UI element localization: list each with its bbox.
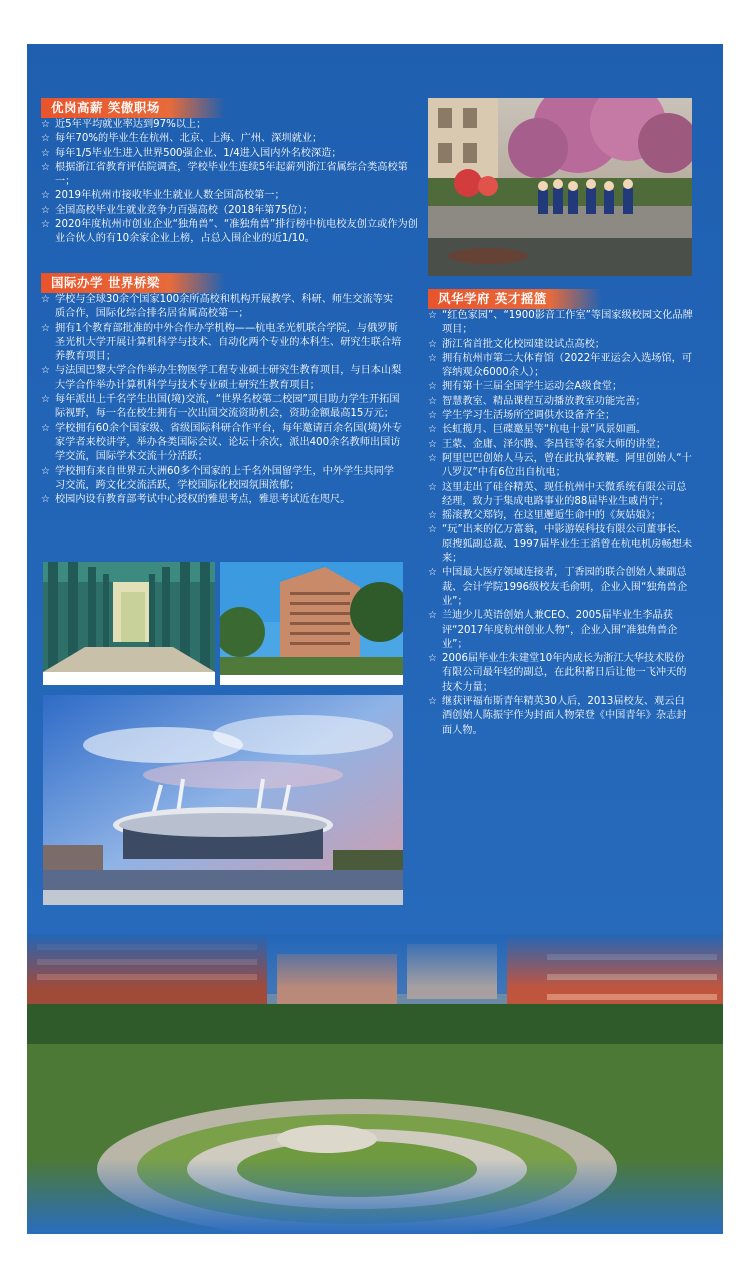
international-item-text: 拥有1个教育部批准的中外合作办学机构——杭电圣光机联合学院，与俄罗斯圣光机大学开展计算机科学与技术、自动化两个专业的本科生、研究生联合培养教育项目；: [55, 322, 402, 363]
employment-item-text: 每年1/5毕业生进入世界500强企业、1/4进入国内外名校深造；: [55, 147, 342, 159]
international-item-text: 校园内设有教育部考试中心授权的雅思考点，雅思考试近在咫尺。: [55, 494, 351, 506]
international-list: [41, 293, 403, 507]
international-item-text: 学校拥有60余个国家级、省级国际科研合作平台，每年邀请百余名国(境)外专家学者来校讲学，举办各类国际会议、论坛十余次，派出400余名教师出国访学交流，国际学术交流十分活跃；: [55, 422, 402, 463]
employment-item-text: 根据浙江省教育评估院调查，学校毕业生连续5年起薪列浙江省属综合类高校第一；: [55, 161, 408, 188]
campus-list-item: [428, 523, 694, 566]
employment-item-text: 近5年平均就业率达到97%以上；: [55, 119, 207, 130]
campus-section-title: 风华学府 英才摇篮: [428, 289, 602, 309]
international-list-item: [41, 364, 403, 393]
campus-list-item: [428, 566, 694, 609]
star-bullet-icon: ☆: [428, 438, 437, 450]
star-bullet-icon: ☆: [41, 365, 50, 377]
employment-list-item: [41, 204, 421, 218]
international-list-item: [41, 293, 403, 322]
employment-list-item: [41, 118, 421, 132]
employment-list: [41, 118, 421, 247]
employment-item-text: 2019年杭州市接收毕业生就业人数全国高校第一；: [55, 190, 285, 202]
star-bullet-icon: ☆: [41, 161, 50, 173]
campus-list-item: [428, 338, 694, 352]
campus-list-item: [428, 395, 694, 409]
campus-list-item: [428, 695, 694, 738]
library-building-photo: [220, 562, 403, 685]
star-bullet-icon: ☆: [428, 610, 437, 622]
corridor-photo: [43, 562, 215, 685]
international-section-title: 国际办学 世界桥梁: [41, 273, 225, 293]
employment-section-title: 优岗高薪 笑傲职场: [41, 98, 225, 118]
campus-item-text: 王蒙、金庸、泽尔腾、李昌钰等名家大师的讲堂；: [442, 438, 667, 450]
campus-list-item: [428, 609, 694, 652]
campus-item-text: 兰迪少儿英语创始人兼CEO、2005届毕业生李晶获评“2017年度杭州创业人物”，企业入围“准独角兽企业”；: [442, 610, 678, 650]
campus-list-item: [428, 309, 694, 338]
campus-list-item: [428, 352, 694, 381]
employment-item-text: 2020年度杭州市创业企业“独角兽”、“准独角兽”排行榜中杭电校友创立或作为创业合伙人的有10余家企业上榜，占总入围企业的近1/10。: [55, 219, 418, 245]
star-bullet-icon: ☆: [41, 133, 50, 145]
employment-list-item: [41, 132, 421, 146]
campus-item-text: 学生学习生活场所空调供水设备齐全；: [442, 410, 616, 422]
campus-list-item: [428, 452, 694, 481]
international-item-text: 每年派出上千名学生出国(境)交流，“世界名校第二校园”项目助力学生开拓国际视野，每一名在校生拥有一次出国交流资助机会，资助金额最高15万元；: [55, 394, 400, 420]
international-list-item: [41, 465, 403, 494]
international-item-text: 学校拥有来自世界五大洲60多个国家的上千名外国留学生，中外学生共同学习交流，跨文化交流活跃，学校国际化校园氛围浓郁；: [55, 465, 394, 491]
employment-list-item: [41, 161, 421, 190]
international-list-item: [41, 422, 403, 465]
international-list-item: [41, 493, 403, 507]
star-bullet-icon: ☆: [41, 147, 50, 159]
employment-list-item: [41, 189, 421, 203]
campus-item-text: “玩”出来的亿万富翁，中影游娱科技有限公司董事长、原搜狐副总裁、1997届毕业生王滔曾在杭电机房畅想未来；: [442, 524, 693, 565]
star-bullet-icon: ☆: [428, 410, 437, 422]
campus-item-text: “红色家园”、“1900影音工作室”等国家级校园文化品牌项目；: [442, 310, 693, 336]
campus-list-item: [428, 652, 694, 695]
star-bullet-icon: ☆: [428, 395, 437, 407]
campus-item-text: 浙江省首批文化校园建设试点高校；: [442, 338, 605, 350]
star-bullet-icon: ☆: [41, 204, 50, 216]
campus-item-text: 继获评福布斯青年精英30人后，2013届校友、观云白酒创始人陈振宇作为封面人物荣登《中国青年》杂志封面人物。: [442, 696, 687, 736]
star-bullet-icon: ☆: [41, 322, 50, 334]
campus-item-text: 中国最大医疗领域连接者，丁香园的联合创始人兼副总裁、会计学院1996级校友毛俞明，企业入围“独角兽企业”；: [442, 567, 688, 607]
campus-item-text: 拥有杭州市第二大体育馆（2022年亚运会入选场馆，可容纳观众6000余人）；: [442, 352, 693, 379]
star-bullet-icon: ☆: [428, 524, 437, 536]
star-bullet-icon: ☆: [428, 381, 437, 393]
star-bullet-icon: ☆: [41, 494, 50, 506]
star-bullet-icon: ☆: [428, 510, 437, 522]
campus-item-text: 这里走出了硅谷精英、现任杭州中天微系统有限公司总经理，致力于集成电路事业的88届毕业生戚肖宁；: [442, 481, 687, 507]
stadium-photo: [43, 695, 403, 905]
star-bullet-icon: ☆: [41, 219, 50, 231]
campus-list-item: [428, 438, 694, 452]
campus-item-text: 摇滚教父郑钧，在这里邂逅生命中的《灰姑娘》；: [442, 510, 662, 522]
employment-list-item: [41, 218, 421, 247]
campus-item-text: 2006届毕业生朱建堂10年内成长为浙江大华技术股份有限公司最年轻的副总，在此积蓄日后让他一飞冲天的技术力量；: [442, 653, 687, 693]
campus-item-text: 阿里巴巴创始人马云，曾在此执掌教鞭。阿里创始人“十八罗汉”中有6位出自杭电；: [442, 452, 692, 479]
campus-list-item: [428, 380, 694, 394]
star-bullet-icon: ☆: [428, 481, 437, 493]
campus-item-text: 长虹揽月、巨碟邀星等“杭电十景”风景如画。: [442, 424, 647, 436]
campus-pond-photo: [428, 98, 692, 276]
star-bullet-icon: ☆: [41, 119, 50, 130]
star-bullet-icon: ☆: [41, 465, 50, 477]
star-bullet-icon: ☆: [428, 424, 437, 436]
star-bullet-icon: ☆: [428, 653, 437, 665]
star-bullet-icon: ☆: [41, 190, 50, 202]
employment-item-text: 每年70%的毕业生在杭州、北京、上海、广州、深圳就业；: [55, 133, 323, 145]
international-item-text: 与法国巴黎大学合作举办生物医学工程专业硕士研究生教育项目，与日本山梨大学合作举办计算机科学与技术专业硕士研究生教育项目；: [55, 365, 402, 391]
campus-panorama-photo: [27, 934, 723, 1234]
star-bullet-icon: ☆: [428, 452, 437, 464]
employment-list-item: [41, 147, 421, 161]
campus-list-item: [428, 481, 694, 510]
star-bullet-icon: ☆: [428, 696, 437, 708]
star-bullet-icon: ☆: [41, 294, 50, 305]
campus-item-text: 拥有第十三届全国学生运动会A级食堂；: [442, 381, 623, 393]
campus-list-item: [428, 423, 694, 437]
international-list-item: [41, 322, 403, 365]
star-bullet-icon: ☆: [428, 310, 437, 321]
international-item-text: 学校与全球30余个国家100余所高校和机构开展教学、科研、师生交流等实质合作，国际化综合排名居省属高校第一；: [55, 294, 394, 320]
campus-item-text: 智慧教室、精品课程互动播放教室功能完善；: [442, 395, 646, 407]
international-list-item: [41, 393, 403, 422]
employment-item-text: 全国高校毕业生就业竞争力百强高校（2018年第75位）；: [55, 204, 313, 216]
campus-list-item: [428, 509, 694, 523]
campus-list-item: [428, 409, 694, 423]
star-bullet-icon: ☆: [428, 338, 437, 350]
brochure-page: [27, 44, 723, 1234]
star-bullet-icon: ☆: [428, 352, 437, 364]
star-bullet-icon: ☆: [428, 567, 437, 579]
star-bullet-icon: ☆: [41, 422, 50, 434]
campus-list: [428, 309, 694, 738]
star-bullet-icon: ☆: [41, 394, 50, 406]
